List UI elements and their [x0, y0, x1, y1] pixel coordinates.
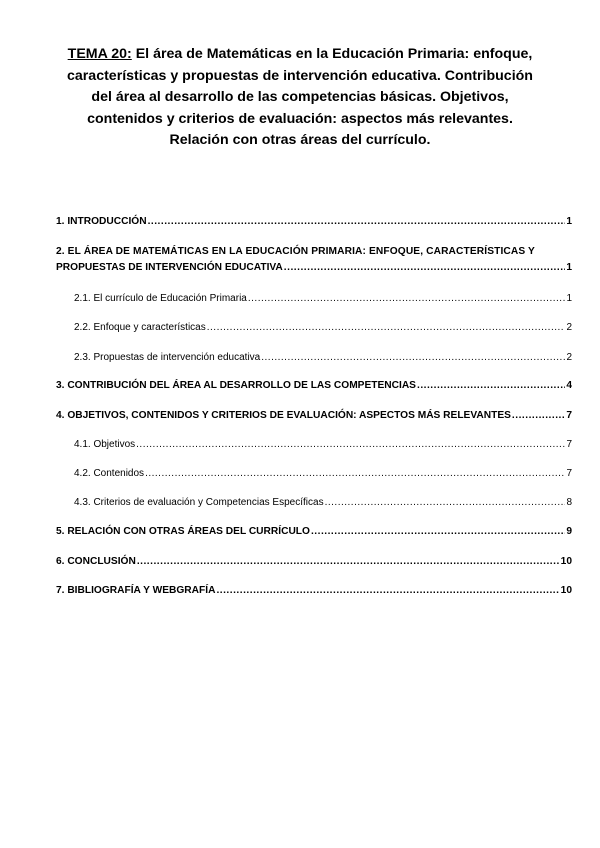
toc-leader-dots: [136, 437, 565, 453]
toc-entry-label: 1. INTRODUCCIÓN: [56, 216, 147, 227]
toc-entry-label: 4.2. Contenidos: [74, 468, 145, 479]
toc-entry-2-2[interactable]: [74, 320, 572, 336]
toc-entry-label: 2.3. Propuestas de intervención educativa: [74, 352, 261, 363]
toc-entry-4-1[interactable]: [74, 437, 572, 453]
toc-entry-7[interactable]: [56, 583, 572, 599]
toc-entry-label-line1: 2. EL ÁREA DE MATEMÁTICAS EN LA EDUCACIÓN PRIMARIA: ENFOQUE, CARACTERÍSTICAS Y: [56, 246, 535, 257]
toc-leader-dots: [148, 214, 566, 230]
toc-entry-label: 2.1. El currículo de Educación Primaria: [74, 293, 247, 304]
toc-leader-dots: [207, 320, 566, 336]
toc-leader-dots: [248, 291, 566, 307]
toc-entry-page: 2: [566, 322, 572, 333]
toc-leader-dots: [145, 466, 565, 482]
toc-leader-dots: [325, 495, 566, 511]
toc-entry-page: 7: [566, 439, 572, 450]
toc-entry-page: 1: [566, 216, 572, 227]
toc-entry-2-1[interactable]: [74, 291, 572, 307]
toc-entry-page: 10: [560, 556, 572, 567]
document-title: [56, 44, 544, 152]
toc-entry-1[interactable]: [56, 214, 572, 230]
toc-entry-page: 10: [560, 585, 572, 596]
toc-entry-page: 9: [566, 526, 572, 537]
title-text: El área de Matemáticas en la Educación Primaria: enfoque, características y propuestas de intervención educativa. Contribución del área al desarrollo de las competencias básicas. Objetivos, contenidos y criterios de evaluación: aspectos más relevantes. Relación con otras áreas del currículo.: [67, 46, 533, 148]
toc-entry-label: 3. CONTRIBUCIÓN DEL ÁREA AL DESARROLLO DE LAS COMPETENCIAS: [56, 380, 416, 391]
toc-entry-label: 4.3. Criterios de evaluación y Competencias Específicas: [74, 497, 324, 508]
toc-leader-dots: [261, 350, 565, 366]
toc-entry-page: 8: [566, 497, 572, 508]
tema-label: TEMA 20:: [67, 46, 132, 62]
toc-entry-2[interactable]: [56, 244, 572, 276]
toc-entry-page: 2: [566, 352, 572, 363]
toc-leader-dots: [216, 583, 559, 599]
toc-entry-page: 7: [566, 468, 572, 479]
toc-entry-label: 4.1. Objetivos: [74, 439, 136, 450]
toc-entry-page: 7: [566, 410, 572, 421]
toc-entry-4-3[interactable]: [74, 495, 572, 511]
toc-leader-dots: [311, 524, 565, 540]
toc-entry-label-line2: PROPUESTAS DE INTERVENCIÓN EDUCATIVA: [56, 262, 283, 273]
toc-leader-dots: [137, 554, 560, 570]
toc-entry-3[interactable]: [56, 378, 572, 394]
toc-entry-4[interactable]: [56, 408, 572, 424]
toc-entry-6[interactable]: [56, 554, 572, 570]
toc-entry-page: 1: [566, 262, 572, 273]
toc-entry-5[interactable]: [56, 524, 572, 540]
toc-entry-label: 7. BIBLIOGRAFÍA Y WEBGRAFÍA: [56, 585, 216, 596]
toc-entry-label: 2.2. Enfoque y características: [74, 322, 206, 333]
toc-leader-dots: [417, 378, 565, 394]
toc-entry-label: 6. CONCLUSIÓN: [56, 556, 136, 567]
toc-leader-dots: [512, 408, 565, 424]
toc-entry-label: 5. RELACIÓN CON OTRAS ÁREAS DEL CURRÍCULO: [56, 526, 310, 537]
toc-leader-dots: [284, 260, 566, 276]
toc-entry-page: 4: [566, 380, 572, 391]
toc-entry-label: 4. OBJETIVOS, CONTENIDOS Y CRITERIOS DE EVALUACIÓN: ASPECTOS MÁS RELEVANTES: [56, 410, 511, 421]
toc-entry-2-3[interactable]: [74, 350, 572, 366]
toc-entry-page: 1: [566, 293, 572, 304]
toc-entry-4-2[interactable]: [74, 466, 572, 482]
